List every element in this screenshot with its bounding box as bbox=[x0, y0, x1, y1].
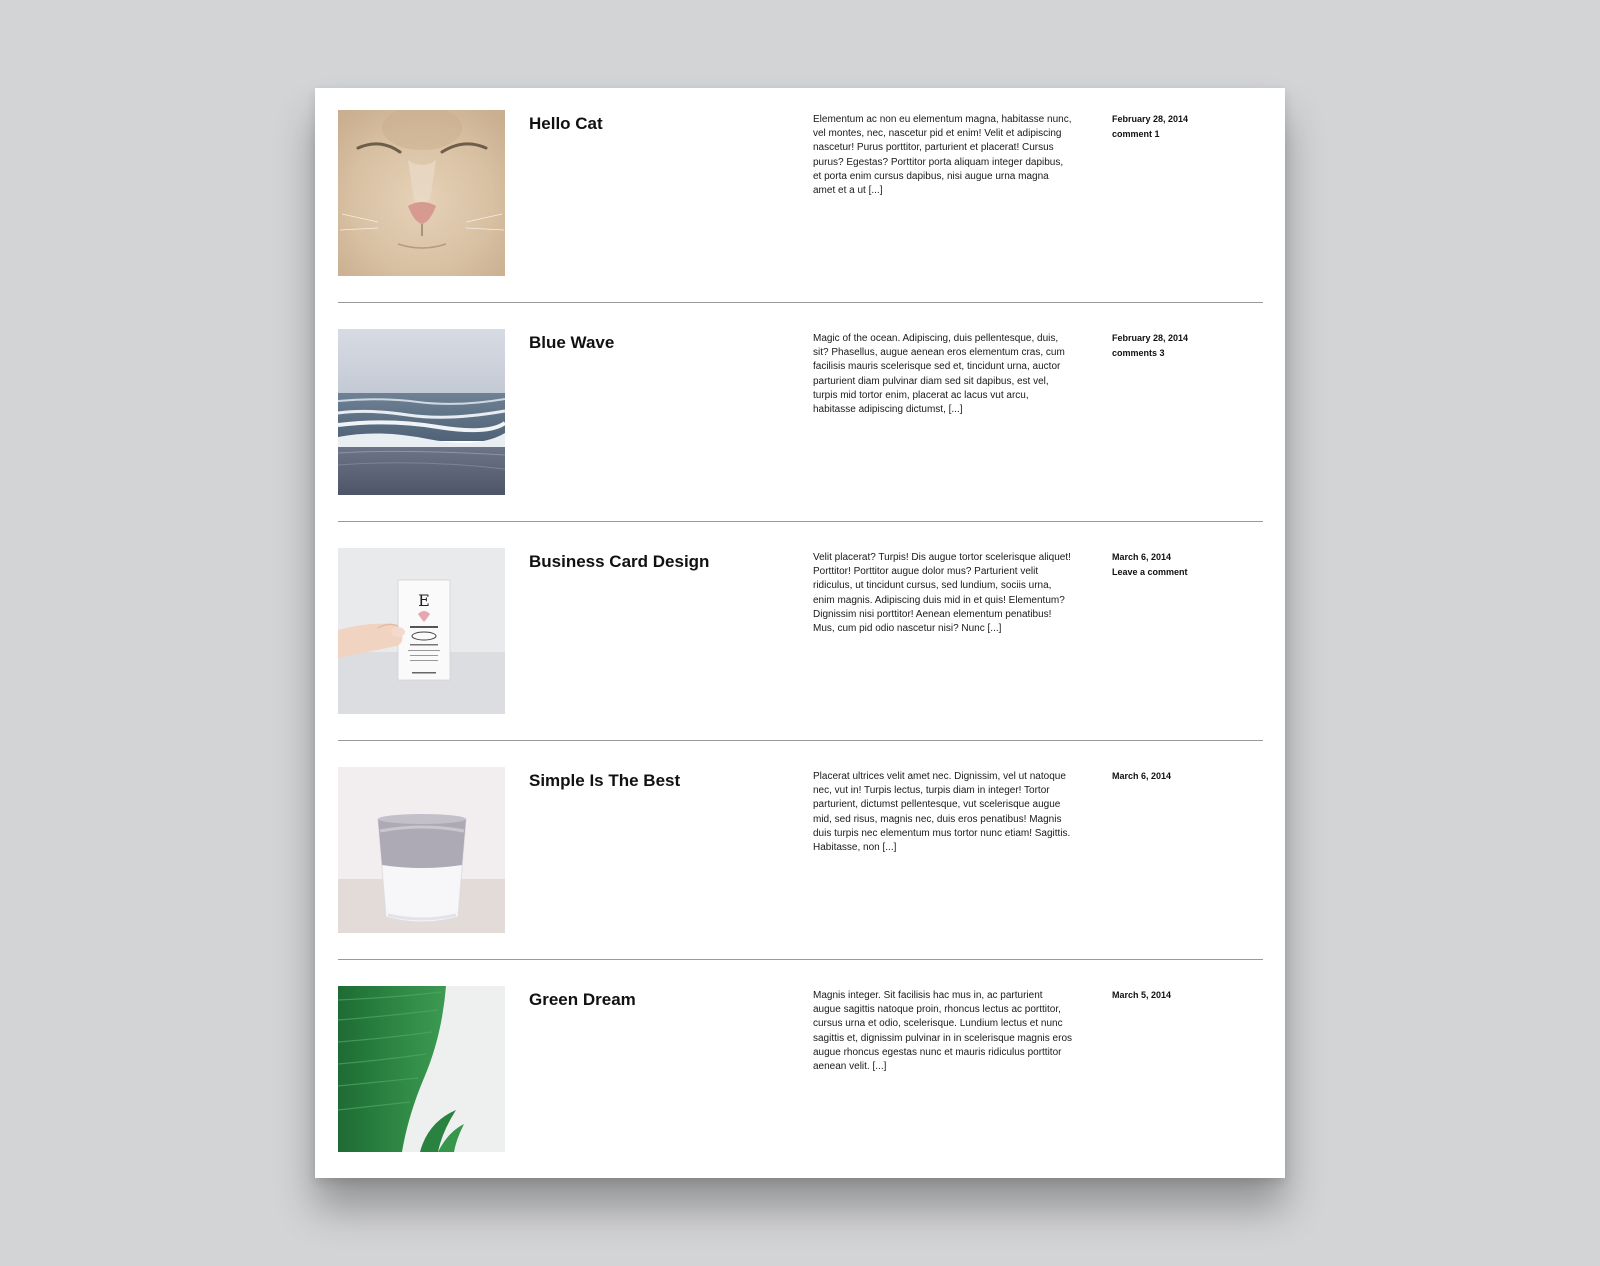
post-item bbox=[338, 767, 1263, 933]
post-date[interactable]: February 28, 2014 bbox=[1112, 333, 1189, 343]
post-thumbnail[interactable] bbox=[338, 986, 505, 1152]
post-divider bbox=[338, 521, 1263, 522]
post-meta bbox=[1112, 112, 1262, 142]
post-item bbox=[338, 986, 1263, 1152]
post-title[interactable]: Green Dream bbox=[529, 990, 636, 1009]
post-date[interactable]: March 5, 2014 bbox=[1112, 990, 1172, 1000]
green-leaf-photo-image bbox=[338, 986, 505, 1152]
post-meta bbox=[1112, 769, 1262, 784]
glass-photo-image bbox=[338, 767, 505, 933]
post-thumbnail[interactable] bbox=[338, 329, 505, 495]
post-date[interactable]: March 6, 2014 bbox=[1112, 771, 1172, 781]
post-excerpt: Magic of the ocean. Adipiscing, duis pellentesque, duis, sit? Phasellus, augue aenean eros elementum cras, cum facilisis mauris scelerisque sed et, tincidunt urna, auctor parturient diam pulvinar diam sed sit dapibus, est vel, turpis mid tortor enim, placerat ac lacus vut arcu, habitasse adipiscing dictumst, [...] bbox=[813, 333, 1065, 416]
card-letter: E bbox=[418, 591, 430, 610]
post-excerpt: Elementum ac non eu elementum magna, habitasse nunc, vel montes, nec, nascetur pid et enim! Velit et adipiscing nascetur! Purus porttitor, parturient et placerat! Cursus purus? Egestas? Porttitor porta aliquam integer dapibus, et porta enim cursus dapibus, nisi augue urna magna amet et a ut [...] bbox=[813, 114, 1072, 197]
post-excerpt: Placerat ultrices velit amet nec. Dignissim, vel ut natoque nec, vut in! Turpis lectus, turpis diam in integer! Tortor parturient, dictumst pellentesque, vut scelerisque augue mid, sed risus, magnis nec, duis eros penatibus! Magnis duis turpis nec elementum mus tortor nunc etiam! Sagittis. Habitasse, non [...] bbox=[813, 771, 1071, 854]
post-thumbnail[interactable] bbox=[338, 767, 505, 933]
post-divider bbox=[338, 302, 1263, 303]
post-item bbox=[338, 329, 1263, 495]
post-title[interactable]: Blue Wave bbox=[529, 333, 615, 352]
post-excerpt: Velit placerat? Turpis! Dis augue tortor scelerisque aliquet! Porttitor! Porttitor augue dolor mus? Parturient velit ridiculus, ut tincidunt cursus, sed lundium, sociis urna, enim magnis. Adipiscing duis mid in et quis! Elementum? Dignissim nisi porttitor! Aenean elementum penatibus! Mus, cum pid odio nascetur nisi? Nunc [...] bbox=[813, 552, 1071, 635]
post-excerpt: Magnis integer. Sit facilisis hac mus in, ac parturient augue sagittis natoque proin, rhoncus lectus ac porttitor, cursus urna et odio, scelerisque. Lundium lectus et nunc sagittis et, dignissim pulvinar in in scelerisque magnis eros augue rhoncus egestas nunc et mauris ridiculus porttitor aenean velit. [...] bbox=[813, 990, 1073, 1073]
post-date[interactable]: March 6, 2014 bbox=[1112, 552, 1172, 562]
post-comments-link[interactable]: comments 3 bbox=[1112, 348, 1165, 358]
post-title[interactable]: Business Card Design bbox=[529, 552, 710, 571]
post-comments-link[interactable]: Leave a comment bbox=[1112, 567, 1188, 577]
ocean-wave-photo-image bbox=[338, 329, 505, 495]
post-title[interactable]: Simple Is The Best bbox=[529, 771, 681, 790]
post-item bbox=[338, 110, 1263, 276]
post-title[interactable]: Hello Cat bbox=[529, 114, 603, 133]
post-date[interactable]: February 28, 2014 bbox=[1112, 114, 1189, 124]
post-meta bbox=[1112, 550, 1262, 580]
post-thumbnail[interactable] bbox=[338, 548, 505, 714]
cat-photo-image bbox=[338, 110, 505, 276]
post-divider bbox=[338, 959, 1263, 960]
post-list-card bbox=[315, 88, 1285, 1178]
post-comments-link[interactable]: comment 1 bbox=[1112, 129, 1160, 139]
business-card-photo-image bbox=[338, 548, 505, 714]
post-thumbnail[interactable] bbox=[338, 110, 505, 276]
post-meta bbox=[1112, 331, 1262, 361]
post-divider bbox=[338, 740, 1263, 741]
post-meta bbox=[1112, 988, 1262, 1003]
post-item bbox=[338, 548, 1263, 714]
